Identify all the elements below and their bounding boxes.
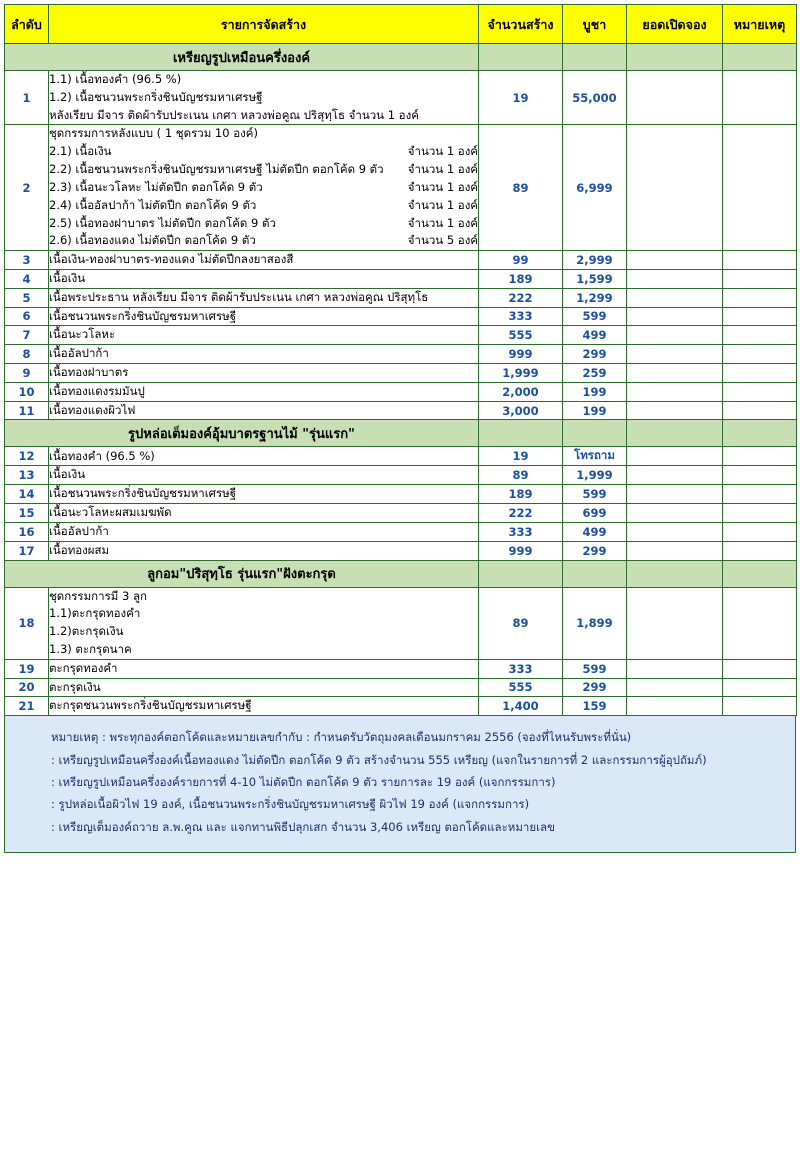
table-row [5,401,797,420]
description-line: 1.1)ตะกรุดทองคำ [49,606,141,621]
section-header-row [5,560,797,587]
cell-booked [627,401,723,420]
description-line: ชุดกรรมการมี 3 ลูก [49,588,147,603]
cell-price: 599 [563,659,627,678]
description-line: เนื้อเงิน [49,270,86,285]
cell-rank: 16 [5,522,49,541]
cell-quantity: 999 [479,345,563,364]
column-header-booked: ยอดเปิดจอง [627,5,723,44]
cell-quantity: 89 [479,466,563,485]
table-row [5,307,797,326]
cell-rank: 13 [5,466,49,485]
cell-description [49,364,479,383]
cell-booked [627,269,723,288]
section-blank-cell [723,420,797,447]
cell-description [49,401,479,420]
cell-booked [627,447,723,466]
cell-description [49,447,479,466]
cell-note [723,485,797,504]
cell-booked [627,125,723,251]
description-subline-quantity: จำนวน 1 องค์ [407,162,478,177]
cell-quantity: 99 [479,251,563,270]
cell-note [723,447,797,466]
cell-rank: 11 [5,401,49,420]
section-header-row [5,420,797,447]
cell-booked [627,541,723,560]
description-subline-quantity: จำนวน 5 องค์ [407,233,478,248]
description-line: ตะกรุดเงิน [49,679,101,694]
cell-booked [627,659,723,678]
description-line: เนื้อเงิน [49,467,86,482]
description-subline [49,215,478,233]
column-header-rank: ลำดับ [5,5,49,44]
footer-notes [4,716,796,853]
cell-rank: 2 [5,125,49,251]
cell-quantity: 19 [479,447,563,466]
cell-rank: 7 [5,326,49,345]
table-row [5,364,797,383]
description-line: เนื้ออัลปาก้า [49,523,109,538]
cell-price: 6,999 [563,125,627,251]
cell-rank: 12 [5,447,49,466]
cell-note [723,522,797,541]
cell-note [723,504,797,523]
section-blank-cell [479,44,563,71]
cell-note [723,326,797,345]
cell-rank: 9 [5,364,49,383]
table-row [5,587,797,659]
cell-description [49,697,479,716]
description-line: ชุดกรรมการหลังแบบ ( 1 ชุดรวม 10 องค์) [49,126,258,141]
description-subline-text: 2.1) เนื้อเงิน [49,144,112,159]
cell-quantity: 1,400 [479,697,563,716]
cell-description [49,125,479,251]
description-subline-quantity: จำนวน 1 องค์ [407,179,478,194]
cell-rank: 21 [5,697,49,716]
description-line: เนื้อชนวนพระกริ่งชินบัญชรมหาเศรษฐี [49,486,237,501]
cell-description [49,485,479,504]
footer-note-line: หมายเหตุ : พระทุกองค์ตอกโค้ดและหมายเลขกำกับ : กำหนดรับวัตถุมงคลเดือนมกราคม 2556 (จองที่ไหนรับพระที่นั่น) [51,730,632,745]
cell-price: 1,999 [563,466,627,485]
cell-quantity: 89 [479,125,563,251]
cell-description [49,326,479,345]
cell-note [723,364,797,383]
cell-rank: 20 [5,678,49,697]
cell-quantity: 555 [479,326,563,345]
description-line: 1.1) เนื้อทองคำ (96.5 %) [49,72,182,86]
cell-note [723,401,797,420]
cell-description [49,504,479,523]
section-blank-cell [627,44,723,71]
cell-price: 199 [563,382,627,401]
description-subline-text: 2.6) เนื้อทองแดง ไม่ตัดปีก ตอกโค้ด 9 ตัว [49,233,256,248]
cell-rank: 1 [5,71,49,125]
cell-price: 259 [563,364,627,383]
cell-description [49,678,479,697]
description-line: เนื้อทองฝาบาตร [49,365,129,379]
cell-rank: 4 [5,269,49,288]
cell-quantity: 19 [479,71,563,125]
table-row [5,382,797,401]
cell-quantity: 222 [479,504,563,523]
cell-description [49,307,479,326]
column-header-note: หมายเหตุ [723,5,797,44]
description-subline-text: 2.5) เนื้อทองฝาบาตร ไม่ตัดปีก ตอกโค้ด 9 ตัว [49,215,276,230]
section-blank-cell [563,560,627,587]
description-subline-text: 2.3) เนื้อนะวโลหะ ไม่ตัดปีก ตอกโค้ด 9 ตัว [49,179,263,194]
cell-booked [627,307,723,326]
section-blank-cell [563,44,627,71]
description-line: เนื้อนะวโลหะผสมเมฆพัด [49,505,172,520]
cell-note [723,697,797,716]
cell-description [49,382,479,401]
cell-booked [627,587,723,659]
table-row [5,251,797,270]
description-subline-quantity: จำนวน 1 องค์ [407,197,478,212]
section-title: เหรียญรูปเหมือนครึ่งองค์ [5,44,479,71]
section-blank-cell [563,420,627,447]
cell-price: 299 [563,345,627,364]
amulet-price-table [4,4,797,716]
table-row [5,522,797,541]
cell-note [723,541,797,560]
cell-description [49,288,479,307]
cell-quantity: 189 [479,269,563,288]
description-line: หลังเรียบ มีจาร ติดผ้ารับประเนน เกศา หลวงพ่อคูณ ปริสุทฺโธ จำนวน 1 องค์ [49,107,419,122]
cell-rank: 10 [5,382,49,401]
table-row [5,71,797,125]
description-subline-text: 2.4) เนื้ออัลปาก้า ไม่ตัดปีก ตอกโค้ด 9 ตัว [49,197,257,212]
section-title: ลูกอม"ปริสุทฺโธ รุ่นแรก"ฝังตะกรุด [5,560,479,587]
description-subline-text: 2.2) เนื้อชนวนพระกริ่งชินบัญชรมหาเศรษฐี ไม่ตัดปีก ตอกโค้ด 9 ตัว [49,162,384,177]
cell-booked [627,382,723,401]
cell-description [49,587,479,659]
table-row [5,541,797,560]
description-line: เนื้อทองผสม [49,542,110,557]
cell-quantity: 555 [479,678,563,697]
cell-quantity: 1,999 [479,364,563,383]
cell-price: 699 [563,504,627,523]
cell-note [723,659,797,678]
cell-note [723,251,797,270]
cell-note [723,269,797,288]
table-row [5,269,797,288]
table-row [5,697,797,716]
cell-quantity: 89 [479,587,563,659]
description-subline [49,197,478,215]
cell-booked [627,71,723,125]
table-row [5,288,797,307]
cell-booked [627,485,723,504]
cell-rank: 3 [5,251,49,270]
cell-description [49,541,479,560]
cell-rank: 15 [5,504,49,523]
header-row [5,5,797,44]
cell-booked [627,251,723,270]
cell-price: 1,899 [563,587,627,659]
section-blank-cell [627,560,723,587]
description-subline [49,179,478,197]
table-header [5,5,797,44]
section-title: รูปหล่อเต็มองค์อุ้มบาตรฐานไม้ "รุ่นแรก" [5,420,479,447]
cell-note [723,288,797,307]
cell-note [723,466,797,485]
description-line: ตะกรุดทองคำ [49,660,118,675]
cell-note [723,382,797,401]
table-row [5,447,797,466]
cell-booked [627,522,723,541]
cell-price: 1,599 [563,269,627,288]
description-subline-quantity: จำนวน 1 องค์ [407,144,478,159]
table-row [5,326,797,345]
footer-note-line: : เหรียญเต็มองค์ถวาย ล.พ.คูณ และ แจกทานพิธีปลุกเสก จำนวน 3,406 เหรียญ ตอกโค้ดและหมายเลข [51,819,555,834]
footer-note-line: : เหรียญรูปเหมือนครึ่งองค์รายการที่ 4-10 ไม่ตัดปีก ตอกโค้ด 9 ตัว รายการละ 19 องค์ (แจกกรรมการ) [51,775,556,790]
cell-quantity: 333 [479,522,563,541]
cell-price: 2,999 [563,251,627,270]
description-line: เนื้อพระประธาน หลังเรียบ มีจาร ติดผ้ารับประเนน เกศา หลวงพ่อคูณ ปริสุทฺโธ [49,289,429,304]
section-header-row [5,44,797,71]
cell-description [49,522,479,541]
cell-note [723,71,797,125]
cell-booked [627,288,723,307]
description-line: 1.3) ตะกรุดนาค [49,641,132,656]
description-subline [49,143,478,161]
description-line: เนื้อชนวนพระกริ่งชินบัญชรมหาเศรษฐี [49,308,237,323]
cell-price: 299 [563,678,627,697]
cell-booked [627,326,723,345]
cell-note [723,678,797,697]
section-blank-cell [479,420,563,447]
cell-price: 199 [563,401,627,420]
description-subline [49,161,478,179]
cell-quantity: 189 [479,485,563,504]
cell-price: 499 [563,326,627,345]
cell-quantity: 333 [479,307,563,326]
cell-note [723,307,797,326]
section-blank-cell [479,560,563,587]
cell-note [723,587,797,659]
description-line: เนื้อเงิน-ทองฝาบาตร-ทองแดง ไม่ตัดปีกลงยาสองสี [49,252,294,267]
description-line: 1.2)ตะกรุดเงิน [49,624,124,639]
cell-rank: 18 [5,587,49,659]
table-row [5,466,797,485]
cell-rank: 17 [5,541,49,560]
footer-note-line: : รูปหล่อเนื้อผิวไฟ 19 องค์, เนื้อชนวนพระกริ่งชินบัญชรมหาเศรษฐี ผิวไฟ 19 องค์ (แจกกรรมการ) [51,797,530,812]
cell-note [723,345,797,364]
cell-price: 159 [563,697,627,716]
section-blank-cell [723,560,797,587]
cell-note [723,125,797,251]
cell-price: 499 [563,522,627,541]
description-line: เนื้ออัลปาก้า [49,346,109,361]
table-row [5,659,797,678]
cell-booked [627,466,723,485]
cell-description [49,269,479,288]
section-blank-cell [723,44,797,71]
description-line: 1.2) เนื้อชนวนพระกริ่งชินบัญชรมหาเศรษฐี [49,89,263,104]
cell-quantity: 2,000 [479,382,563,401]
cell-rank: 5 [5,288,49,307]
cell-price: โทรถาม [563,447,627,466]
cell-quantity: 222 [479,288,563,307]
table-row [5,504,797,523]
cell-quantity: 999 [479,541,563,560]
description-line: เนื้อทองแดงรมมันปู [49,383,145,398]
cell-booked [627,697,723,716]
description-line: เนื้อนะวโลหะ [49,327,116,342]
cell-booked [627,364,723,383]
table-row [5,345,797,364]
cell-description [49,71,479,125]
cell-price: 599 [563,307,627,326]
column-header-quantity: จำนวนสร้าง [479,5,563,44]
description-subline-quantity: จำนวน 1 องค์ [407,215,478,230]
cell-quantity: 333 [479,659,563,678]
column-header-description: รายการจัดสร้าง [49,5,479,44]
section-blank-cell [627,420,723,447]
description-subline [49,232,478,250]
cell-booked [627,504,723,523]
cell-price: 1,299 [563,288,627,307]
cell-price: 599 [563,485,627,504]
cell-rank: 14 [5,485,49,504]
cell-price: 55,000 [563,71,627,125]
cell-rank: 8 [5,345,49,364]
cell-quantity: 3,000 [479,401,563,420]
cell-price: 299 [563,541,627,560]
cell-description [49,345,479,364]
cell-rank: 6 [5,307,49,326]
table-row [5,678,797,697]
table-row [5,125,797,251]
cell-description [49,659,479,678]
table-body [5,44,797,716]
description-line: เนื้อทองแดงผิวไฟ [49,402,136,417]
description-line: เนื้อทองคำ (96.5 %) [49,448,155,463]
cell-booked [627,345,723,364]
column-header-price: บูชา [563,5,627,44]
cell-description [49,466,479,485]
cell-rank: 19 [5,659,49,678]
description-line: ตะกรุดชนวนพระกริ่งชินบัญชรมหาเศรษฐี [49,698,252,713]
cell-booked [627,678,723,697]
table-row [5,485,797,504]
cell-description [49,251,479,270]
footer-note-line: : เหรียญรูปเหมือนครึ่งองค์เนื้อทองแดง ไม่ตัดปีก ตอกโค้ด 9 ตัว สร้างจำนวน 555 เหรียญ (แจกในรายการที่ 2 และกรรมการผู้อุปถัมภ์) [51,752,707,767]
